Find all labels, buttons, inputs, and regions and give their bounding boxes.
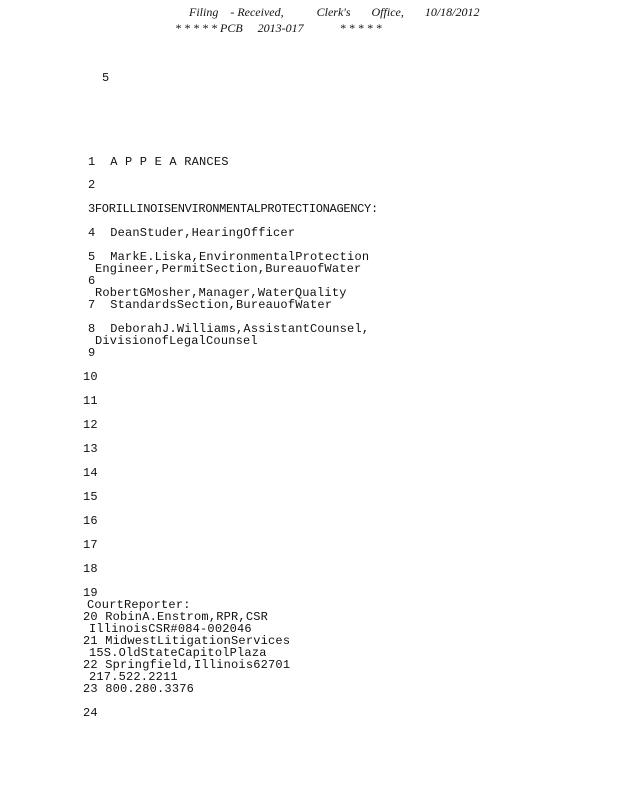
line-20: 20 RobinA.Enstrom,RPR,CSR [83,610,269,624]
line-1: 1 A P P E A RANCES [88,155,229,169]
line-21: 21 MidwestLitigationServices [83,634,291,648]
line-18: 18 [83,562,98,576]
line-6-continued: RobertGMosher,Manager,WaterQuality [95,286,347,300]
filing-header-line: Filing - Received, Clerk's Office, 10/18/2012 [189,5,480,19]
line-7: 7 StandardsSection,BureauofWater [88,298,333,312]
line-3: 3FORILLINOISENVIRONMENTALPROTECTIONAGENCY: [88,202,378,216]
line-8: 8 DeborahJ.Williams,AssistantCounsel, [88,322,370,336]
line-19: 19 [83,586,98,600]
line-19-continued: CourtReporter: [87,598,191,612]
line-21-continued: 15S.OldStateCapitolPlaza [89,646,267,660]
page-number: 5 [102,71,110,85]
line-16: 16 [83,514,98,528]
line-22: 22 Springfield,Illinois62701 [83,658,291,672]
line-5: 5 MarkE.Liska,EnvironmentalProtection [88,250,370,264]
line-13: 13 [83,442,98,456]
line-11: 11 [83,394,98,408]
line-2: 2 [88,178,96,192]
line-6: 6 [88,274,96,288]
line-12: 12 [83,418,98,432]
line-24: 24 [83,706,98,720]
line-9: 9 [88,346,96,360]
line-14: 14 [83,466,98,480]
line-22-continued: 217.522.2211 [89,670,178,684]
pcb-header-line: * * * * * PCB 2013-017 * * * * * [175,21,382,35]
line-20-continued: IllinoisCSR#084-002046 [89,622,252,636]
line-17: 17 [83,538,98,552]
line-10: 10 [83,370,98,384]
line-4: 4 DeanStuder,HearingOfficer [88,226,296,240]
line-15: 15 [83,490,98,504]
line-8-continued: DivisionofLegalCounsel [95,334,258,348]
line-23: 23 800.280.3376 [83,682,195,696]
line-5-continued: Engineer,PermitSection,BureauofWater [95,262,362,276]
